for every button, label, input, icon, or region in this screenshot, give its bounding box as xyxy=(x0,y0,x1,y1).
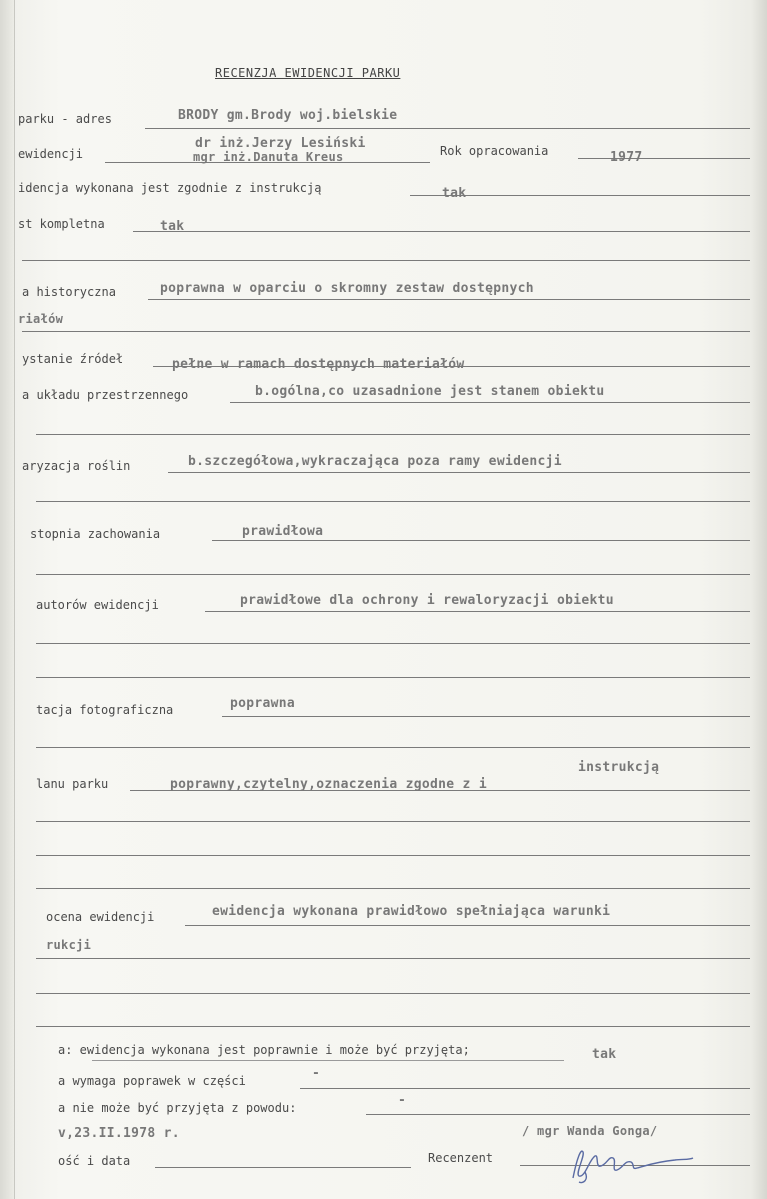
conclusion-underline xyxy=(92,1060,564,1061)
reviewer-label: Recenzent xyxy=(428,1151,494,1165)
plan-value-super: instrukcją xyxy=(578,760,660,775)
conclusions-line xyxy=(205,611,750,612)
blank-line xyxy=(22,260,750,261)
complete-label: st kompletna xyxy=(18,217,105,231)
year-label: Rok opracowania xyxy=(440,144,549,158)
instruction-value: tak xyxy=(442,186,467,201)
year-line xyxy=(578,158,750,159)
blank-line xyxy=(36,643,750,644)
history-cont: riałów xyxy=(18,312,64,326)
condition-value: prawidłowa xyxy=(242,524,324,539)
complete-value: tak xyxy=(160,219,185,234)
conclusion-line1 xyxy=(58,1043,470,1057)
page-fold xyxy=(0,0,15,1199)
layout-value: b.ogólna,co uzasadnione jest stanem obiektu xyxy=(255,384,605,399)
blank-line xyxy=(36,958,750,959)
conclusion-line3-line xyxy=(366,1114,750,1115)
layout-line xyxy=(230,402,750,403)
conclusions-value: prawidłowe dla ochrony i rewaloryzacji obiektu xyxy=(240,593,614,608)
author-2: mgr inż.Danuta Kreus xyxy=(193,150,344,164)
blank-line xyxy=(36,855,750,856)
photo-value: poprawna xyxy=(230,696,296,711)
plants-value: b.szczegółowa,wykraczająca poza ramy ewidencji xyxy=(188,454,562,469)
photo-label: tacja fotograficzna xyxy=(36,703,174,717)
overall-label: ocena ewidencji xyxy=(46,910,155,924)
date-value: v,23.II.1978 r. xyxy=(58,1126,180,1141)
conclusion-line1-text: a: ewidencja wykonana jest poprawnie i może być przyjęta; xyxy=(58,1043,470,1057)
conclusion-line2-value: - xyxy=(312,1066,321,1081)
instruction-label: idencja wykonana jest zgodnie z instrukcją xyxy=(18,181,322,195)
document-title: RECENZJA EWIDENCJI PARKU xyxy=(215,66,401,80)
blank-line xyxy=(36,434,750,435)
conclusion-line3-value: - xyxy=(398,1093,407,1108)
overall-cont: rukcji xyxy=(46,938,92,952)
overall-line xyxy=(185,925,750,926)
plan-value: poprawny,czytelny,oznaczenia zgodne z i xyxy=(170,777,487,792)
conclusion-line2-line xyxy=(300,1088,750,1089)
history-label: a historyczna xyxy=(22,285,116,299)
plants-label: aryzacja roślin xyxy=(22,459,131,473)
conclusions-label: autorów ewidencji xyxy=(36,598,159,612)
date-line xyxy=(155,1167,411,1168)
overall-value: ewidencja wykonana prawidłowo spełniająca warunki xyxy=(212,904,611,919)
address-line xyxy=(145,128,750,129)
history-line-2 xyxy=(22,331,750,332)
photo-line xyxy=(222,716,750,717)
signature-icon xyxy=(565,1138,695,1186)
conclusion-line3: a nie może być przyjęta z powodu: xyxy=(58,1101,297,1115)
condition-label: stopnia zachowania xyxy=(30,527,161,541)
blank-line xyxy=(36,1026,750,1027)
authors-label: ewidencji xyxy=(18,147,84,161)
author-1: dr inż.Jerzy Lesiński xyxy=(195,136,366,151)
history-value: poprawna w oparciu o skromny zestaw dostępnych xyxy=(160,281,534,296)
complete-line xyxy=(133,231,750,232)
condition-line xyxy=(212,540,750,541)
address-value: BRODY gm.Brody woj.bielskie xyxy=(178,108,398,123)
plants-line xyxy=(168,472,750,473)
conclusion-line1-value: tak xyxy=(592,1047,617,1062)
year-value: 1977 xyxy=(610,150,643,165)
page-edge xyxy=(751,0,767,1199)
blank-line xyxy=(36,993,750,994)
sources-value: pełne w ramach dostępnych materiałów xyxy=(172,357,465,372)
blank-line xyxy=(36,747,750,748)
blank-line xyxy=(36,677,750,678)
history-line xyxy=(148,299,750,300)
blank-line xyxy=(36,501,750,502)
address-label: parku - adres xyxy=(18,112,112,126)
sources-label: ystanie źródeł xyxy=(22,352,124,366)
blank-line xyxy=(36,821,750,822)
blank-line xyxy=(36,574,750,575)
date-label: ość i data xyxy=(58,1154,131,1168)
conclusion-line2: a wymaga poprawek w części xyxy=(58,1074,246,1088)
plan-label: lanu parku xyxy=(36,777,109,791)
blank-line xyxy=(36,888,750,889)
reviewer-name: / mgr Wanda Gonga/ xyxy=(522,1124,658,1138)
layout-label: a układu przestrzennego xyxy=(22,388,189,402)
